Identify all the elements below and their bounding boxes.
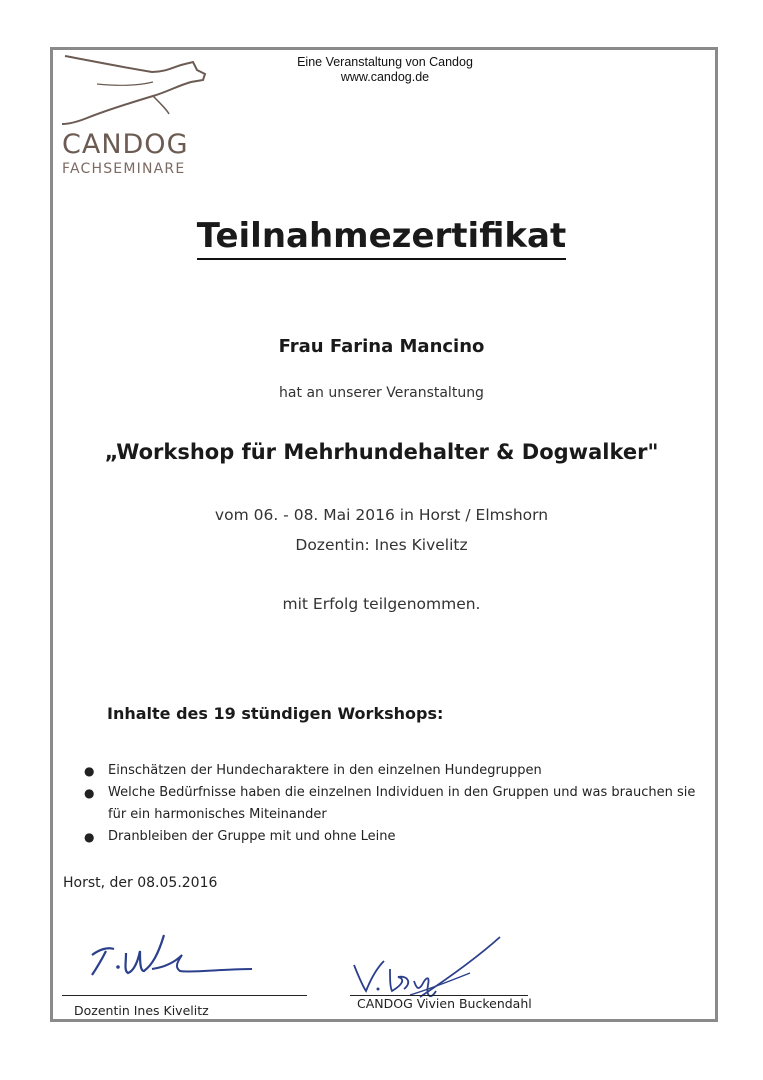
- organizer-info: [230, 55, 540, 85]
- logo-name: CANDOG: [62, 129, 189, 160]
- certificate-title-text: Teilnahmezertifikat: [197, 216, 566, 260]
- organizer-line: Eine Veranstaltung von Candog: [297, 55, 473, 69]
- signature-caption-lecturer: Dozentin Ines Kivelitz: [74, 1003, 209, 1018]
- list-item-text: Einschätzen der Hundecharaktere in den einzelnen Hundegruppen: [108, 763, 542, 778]
- logo-text: [62, 130, 189, 178]
- event-lecturer: Dozentin: Ines Kivelitz: [295, 536, 468, 554]
- place-date: Horst, der 08.05.2016: [63, 875, 218, 891]
- intro-text: hat an unserer Veranstaltung: [279, 385, 484, 401]
- event-dates: vom 06. - 08. Mai 2016 in Horst / Elmshorn: [214, 506, 549, 524]
- list-item-text: Dranbleiben der Gruppe mit und ohne Leine: [108, 829, 396, 844]
- running-dog-logo-icon: [57, 52, 217, 132]
- logo-subtitle: FACHSEMINARE: [62, 161, 186, 177]
- list-item: [80, 826, 710, 848]
- list-item: [80, 760, 710, 782]
- bullet-icon: ●: [84, 764, 95, 778]
- list-item-text: Welche Bedürfnisse haben die einzelnen Individuen in den Gruppen und was brauchen sie für ein harmonisches Miteinander: [108, 785, 696, 822]
- recipient-name: Frau Farina Mancino: [278, 336, 485, 357]
- contents-heading: Inhalte des 19 stündigen Workshops:: [107, 704, 444, 723]
- event-title: „Workshop für Mehrhundehalter & Dogwalker": [104, 440, 659, 464]
- bullet-icon: ●: [84, 830, 95, 844]
- signature-line: [62, 995, 307, 996]
- signature-caption-organizer: CANDOG Vivien Buckendahl: [357, 996, 532, 1011]
- certificate-title: [0, 212, 763, 260]
- contents-list: [80, 760, 710, 848]
- handwritten-signature-lecturer: [82, 925, 282, 995]
- organizer-url: www.candog.de: [340, 70, 430, 84]
- success-text: mit Erfolg teilgenommen.: [282, 595, 481, 613]
- bullet-icon: ●: [84, 786, 95, 800]
- list-item: [80, 782, 710, 826]
- handwritten-signature-organizer: [350, 925, 530, 1005]
